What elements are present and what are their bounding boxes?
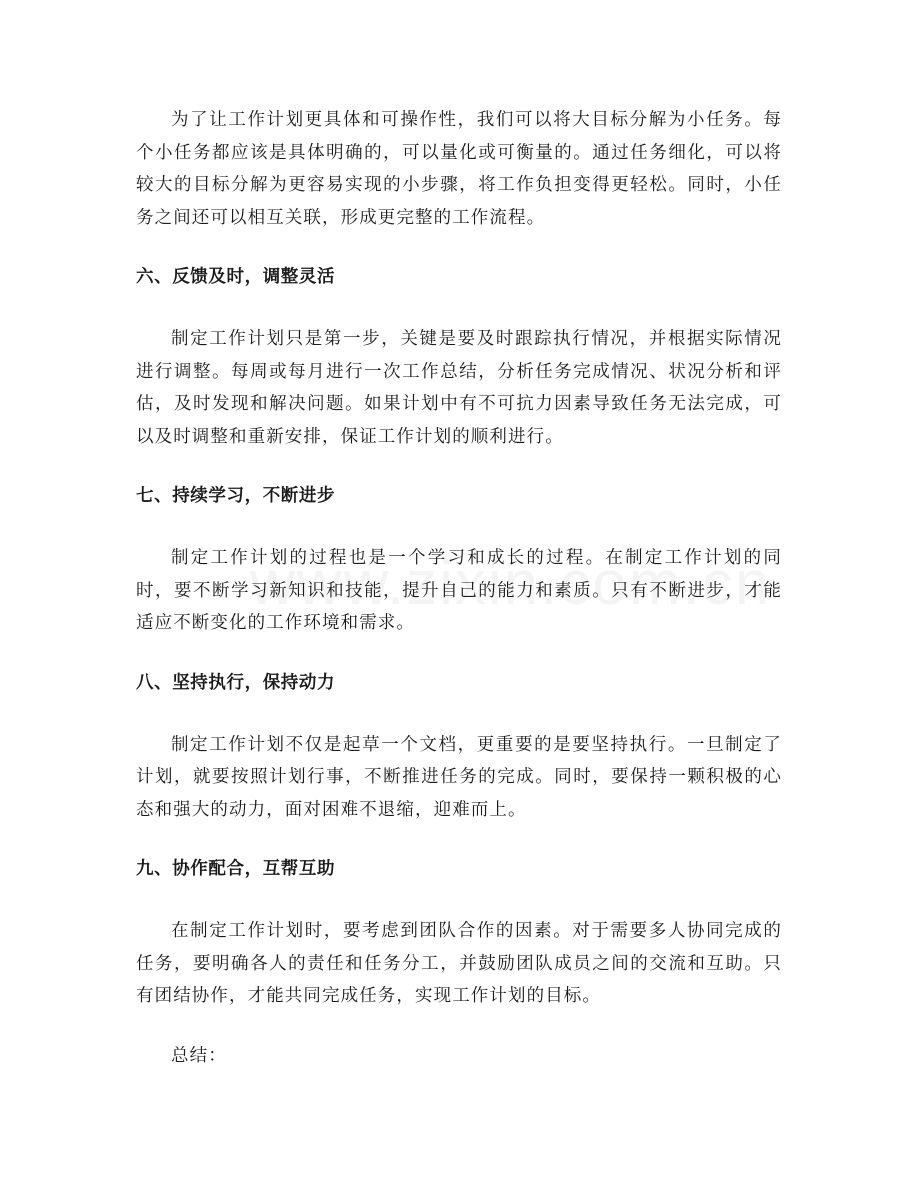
paragraph-feedback: 制定工作计划只是第一步，关键是要及时跟踪执行情况，并根据实际情况进行调整。每周或每月进行一次工作总结，分析任务完成情况、状况分析和评估，及时发现和解决问题。如果计划中有不可抗力因素导致任务无法完成，可以及时调整和重新安排，保证工作计划的顺利进行。: [136, 329, 782, 447]
paragraph-execution: 制定工作计划不仅是起草一个文档，更重要的是要坚持执行。一旦制定了计划，就要按照计划行事，不断推进任务的完成。同时，要保持一颗积极的心态和强大的动力，面对困难不退缩，迎难而上。: [136, 734, 782, 820]
paragraph-collaboration: 在制定工作计划时，要考虑到团队合作的因素。对于需要多人协同完成的任务，要明确各人的责任和任务分工，并鼓励团队成员之间的交流和互助。只有团结协作，才能共同完成任务，实现工作计划的目标。: [136, 921, 782, 1006]
section-heading-7: 七、持续学习，不断进步: [136, 486, 336, 506]
document-body: [136, 104, 782, 1072]
paragraph-task-breakdown: 为了让工作计划更具体和可操作性，我们可以将大目标分解为小任务。每个小任务都应该是具体明确的，可以量化或可衡量的。通过任务细化，可以将较大的目标分解为更容易实现的小步骤，将工作负担变得更轻松。同时，小任务之间还可以相互关联，形成更完整的工作流程。: [136, 110, 782, 228]
section-heading-9: 九、协作配合，互帮互助: [136, 859, 336, 879]
section-heading-6: 六、反馈及时，调整灵活: [136, 267, 336, 287]
summary-label: 总结：: [171, 1045, 227, 1066]
paragraph-learning: 制定工作计划的过程也是一个学习和成长的过程。在制定工作计划的同时，要不断学习新知识和技能，提升自己的能力和素质。只有不断进步，才能适应不断变化的工作环境和需求。: [136, 548, 782, 633]
section-heading-8: 八、坚持执行，保持动力: [136, 672, 336, 693]
